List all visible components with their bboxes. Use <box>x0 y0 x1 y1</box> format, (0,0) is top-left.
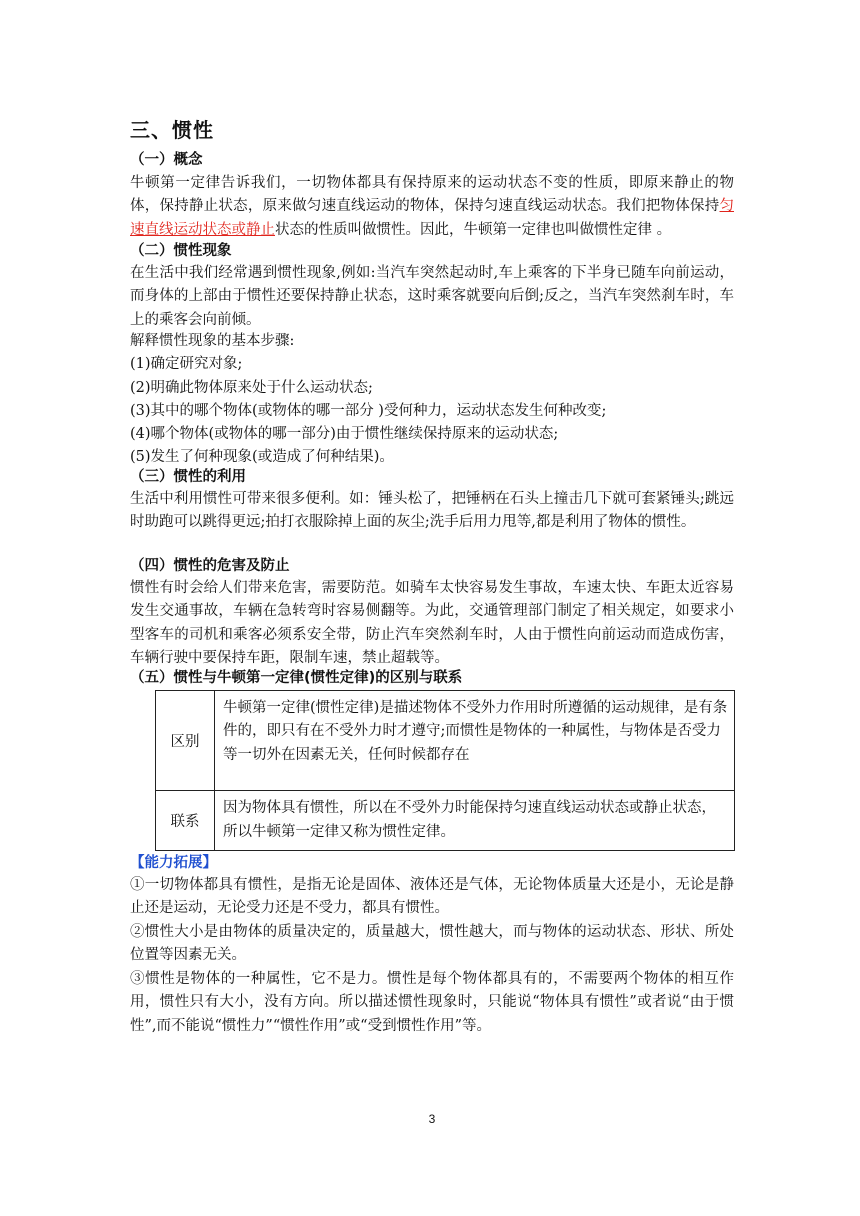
step-item: (1)确定研究对象; <box>130 356 243 373</box>
step-item: (4)哪个物体(或物体的哪一部分)由于惯性继续保持原来的运动状态; <box>130 426 559 443</box>
steps-title: 解释惯性现象的基本步骤: <box>130 333 295 349</box>
page-number: 3 <box>428 1112 436 1126</box>
ability-item: ②惯性大小是由物体的质量决定的，质量越大，惯性越大，而与物体的运动状态、形状、所处位置等因素无关。 <box>130 924 734 964</box>
concept-paragraph <box>130 172 734 242</box>
ability-title: 【能力拓展】 <box>130 855 217 871</box>
use-title: （三）惯性的利用 <box>130 469 246 485</box>
phenomenon-title: （二）惯性现象 <box>130 243 232 259</box>
ability-item: ③惯性是物体的一种属性，它不是力。惯性是每个物体都具有的，不需要两个物体的相互作用，惯性只有大小，没有方向。所以描述惯性现象时，只能说“物体具有惯性”或者说“由于惯性”,而不能说“惯性力”“惯性作用”或“受到惯性作用”等。 <box>130 971 734 1034</box>
table-row <box>156 691 735 791</box>
table-row <box>156 791 735 851</box>
row-label-difference: 区别 <box>156 691 215 791</box>
ability-item: ①一切物体都具有惯性，是指无论是固体、液体还是气体，无论物体质量大还是小，无论是静止还是运动，无论受力还是不受力，都具有惯性。 <box>130 877 734 917</box>
section-heading: 三、惯性 <box>130 118 214 142</box>
concept-text-after: 状态的性质叫做惯性。因此，牛顿第一定律也叫做惯性定律 。 <box>275 221 672 238</box>
step-item: (3)其中的哪个物体(或物体的哪一部分 )受何种力，运动状态发生何种改变; <box>130 402 607 419</box>
comparison-table <box>155 690 735 851</box>
step-item: (2)明确此物体原来处于什么运动状态; <box>130 379 373 396</box>
compare-title: （五）惯性与牛顿第一定律(惯性定律)的区别与联系 <box>130 670 463 686</box>
row-text-difference: 牛顿第一定律(惯性定律)是描述物体不受外力作用时所遵循的运动规律，是有条件的，即只有在不受外力时才遵守;而惯性是物体的一种属性，与物体是否受力等一切外在因素无关，任何时候都存在 <box>215 691 735 791</box>
steps-list <box>130 330 606 470</box>
step-item: (5)发生了何种现象(或造成了何种结果)。 <box>130 449 394 466</box>
concept-highlight: 匀速直线运动状态或静止 <box>130 198 734 238</box>
row-text-relation: 因为物体具有惯性，所以在不受外力时能保持匀速直线运动状态或静止状态，所以牛顿第一定律又称为惯性定律。 <box>215 791 735 851</box>
concept-text-before: 牛顿第一定律告诉我们，一切物体都具有保持原来的运动状态不变的性质，即原来静止的物体，保持静止状态，原来做匀速直线运动的物体，保持匀速直线运动状态。我们把物体保持 <box>130 175 734 215</box>
concept-title: （一）概念 <box>130 152 203 168</box>
phenomenon-paragraph: 在生活中我们经常遇到惯性现象,例如:当汽车突然起动时,车上乘客的下半身已随车向前运动，而身体的上部由于惯性还要保持静止状态，这时乘客就要向后倒;反之，当汽车突然刹车时，车上的乘客会向前倾。 <box>130 265 734 328</box>
harm-title: （四）惯性的危害及防止 <box>130 558 290 574</box>
row-label-relation: 联系 <box>156 791 215 851</box>
use-paragraph: 生活中利用惯性可带来很多便利。如：锤头松了，把锤柄在石头上撞击几下就可套紧锤头;跳远时助跑可以跳得更远;拍打衣服除掉上面的灰尘;洗手后用力甩等,都是利用了物体的惯性。 <box>130 491 734 531</box>
harm-paragraph: 惯性有时会给人们带来危害，需要防范。如骑车太快容易发生事故，车速太快、车距太近容易发生交通事故，车辆在急转弯时容易侧翻等。为此，交通管理部门制定了相关规定，如要求小型客车的司机和乘客必须系安全带，防止汽车突然刹车时，人由于惯性向前运动而造成伤害，车辆行驶中要保持车距，限制车速，禁止超载等。 <box>130 580 734 666</box>
